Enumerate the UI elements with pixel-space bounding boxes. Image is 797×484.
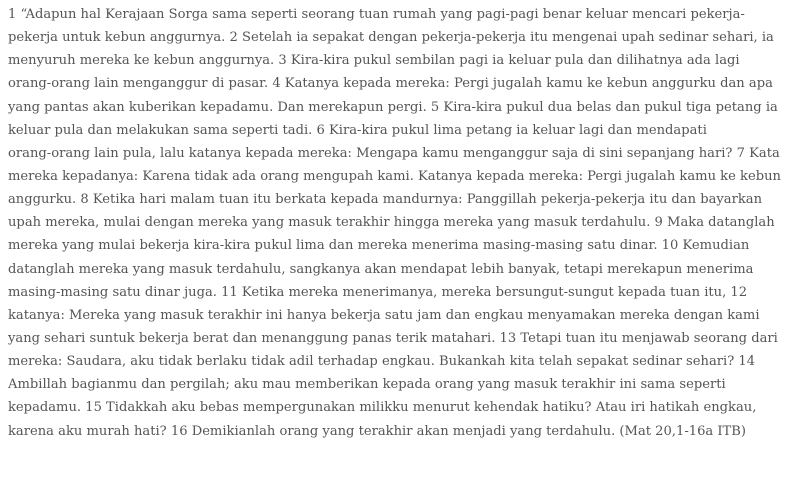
passage-line-15: yang sehari suntuk bekerja berat dan menanggung panas terik matahari. 13 Tetapi tuan itu menjawab seorang dari (8, 330, 778, 346)
passage-line-5: yang pantas akan kuberikan kepadamu. Dan merekapun pergi. 5 Kira-kira pukul dua belas dan pukul tiga petang ia (8, 99, 778, 115)
passage-line-19: karena aku murah hati? 16 Demikianlah orang yang terakhir akan menjadi yang terdahulu. (Mat 20,1-16a ITB) (8, 423, 747, 439)
passage-line-7: orang-orang lain pula, lalu katanya kepada mereka: Mengapa kamu menganggur saja di sini sepanjang hari? 7 Kata (8, 145, 780, 161)
passage-line-1: 1 “Adapun hal Kerajaan Sorga sama seperti seorang tuan rumah yang pagi-pagi benar keluar mencari pekerja- (8, 7, 745, 22)
passage-line-14: katanya: Mereka yang masuk terakhir ini hanya bekerja satu jam dan engkau menyamakan mereka dengan kami (8, 307, 760, 323)
passage-line-11: mereka yang mulai bekerja kira-kira pukul lima dan mereka menerima masing-masing satu dinar. 10 Kemudian (8, 238, 750, 254)
passage-line-12: datanglah mereka yang masuk terdahulu, sangkanya akan mendapat lebih banyak, tetapi merekapun menerima (8, 261, 754, 277)
passage-line-10: upah mereka, mulai dengan mereka yang masuk terakhir hingga mereka yang masuk terdahulu. 9 Maka datanglah (8, 215, 775, 231)
passage-line-6: keluar pula dan melakukan sama seperti tadi. 6 Kira-kira pukul lima petang ia keluar lagi dan mendapati (8, 122, 707, 138)
passage-line-2: pekerja untuk kebun anggurnya. 2 Setelah ia sepakat dengan pekerja-pekerja itu mengenai upah sedinar sehari, ia (8, 30, 774, 46)
passage-line-17: Ambillah bagianmu dan pergilah; aku mau memberikan kepada orang yang masuk terakhir ini sama seperti (8, 377, 726, 393)
passage-line-4: orang-orang lain menganggur di pasar. 4 Katanya kepada mereka: Pergi jugalah kamu ke kebun anggurku dan apa (8, 76, 773, 92)
passage-line-16: mereka: Saudara, aku tidak berlaku tidak adil terhadap engkau. Bukankah kita telah sepakat sedinar sehari? 14 (8, 354, 756, 370)
passage-line-9: anggurku. 8 Ketika hari malam tuan itu berkata kepada mandurnya: Panggillah pekerja-pekerja itu dan bayarkan (8, 192, 763, 208)
passage-line-18: kepadamu. 15 Tidakkah aku bebas mempergunakan milikku menurut kehendak hatiku? Atau iri hatikah engkau, (8, 400, 757, 416)
passage-line-8: mereka kepadanya: Karena tidak ada orang mengupah kami. Katanya kepada mereka: Pergi jugalah kamu ke kebun (8, 168, 781, 184)
passage-line-13: masing-masing satu dinar juga. 11 Ketika mereka menerimanya, mereka bersungut-sungut kepada tuan itu, 12 (8, 284, 748, 300)
passage-line-3: menyuruh mereka ke kebun anggurnya. 3 Kira-kira pukul sembilan pagi ia keluar pula dan dilihatnya ada lagi (8, 53, 740, 69)
